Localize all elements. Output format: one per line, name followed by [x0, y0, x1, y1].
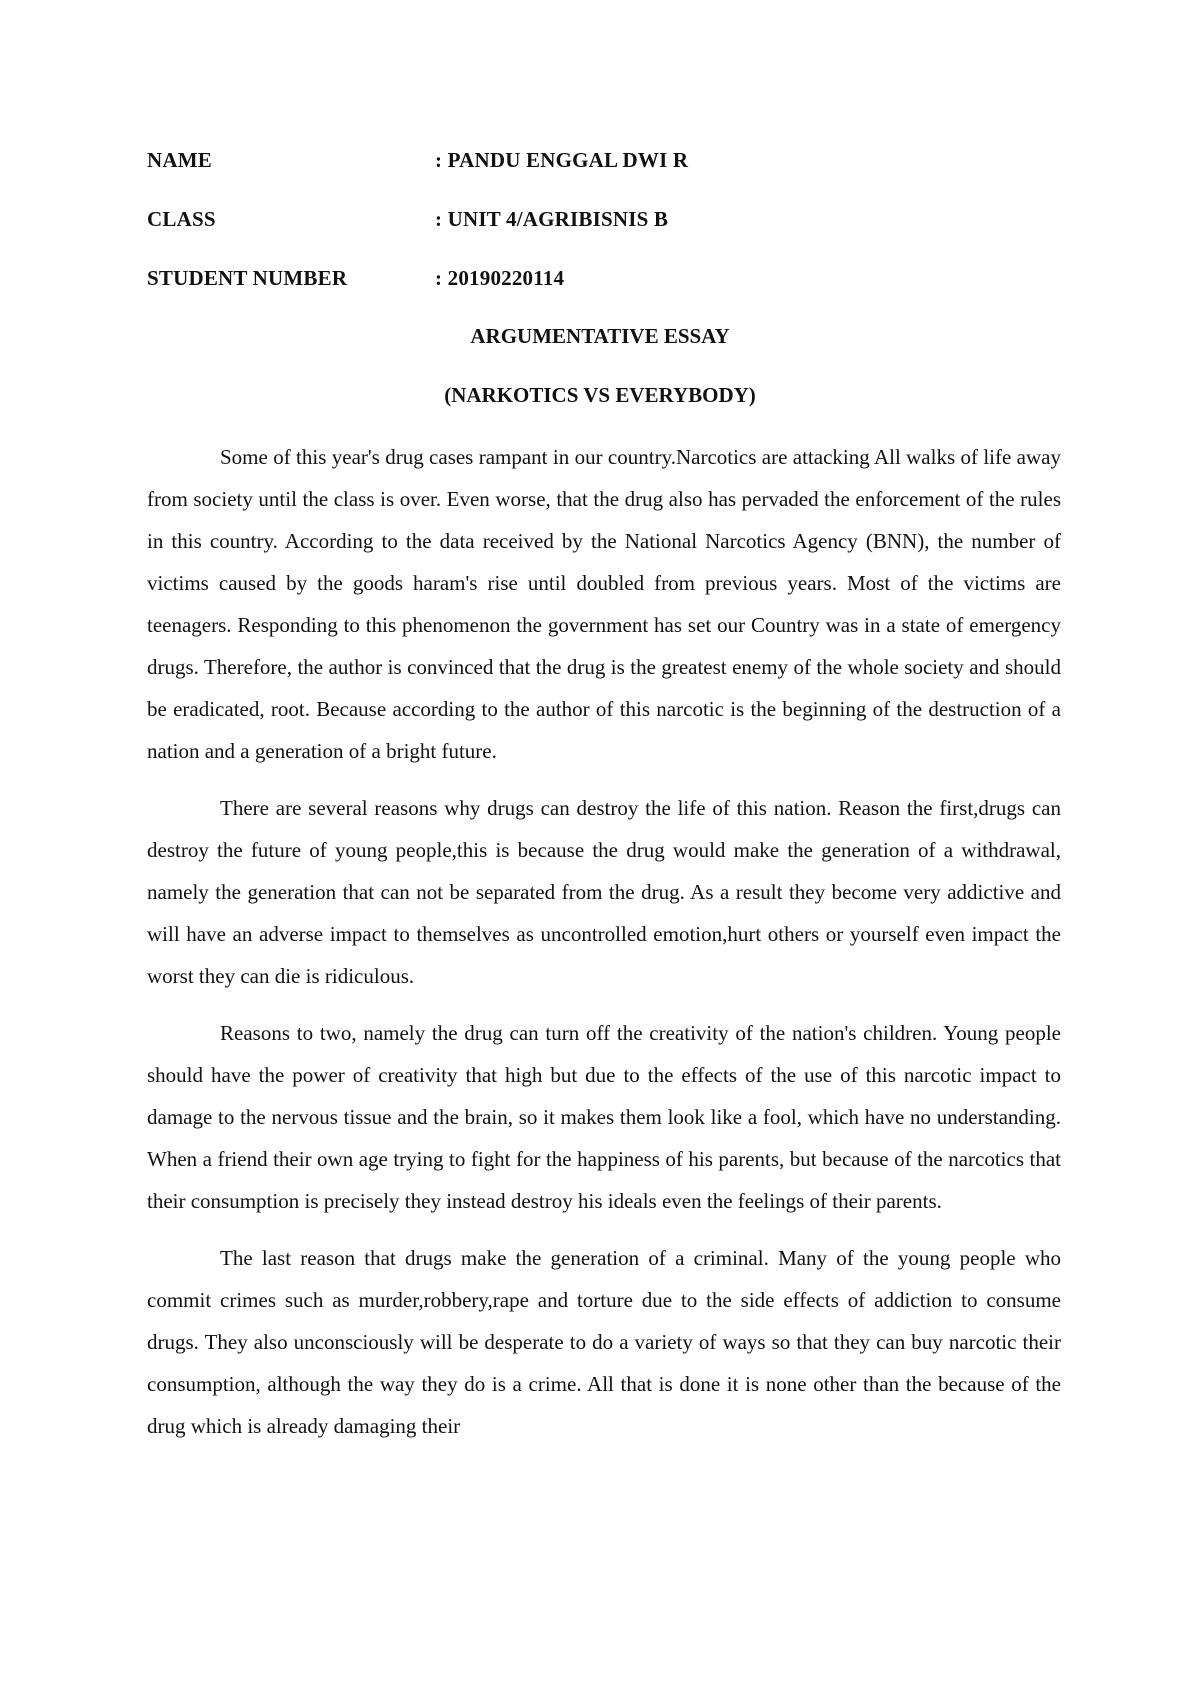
student-number-value: : 20190220114 [435, 266, 565, 290]
paragraph-2: There are several reasons why drugs can destroy the life of this nation. Reason the first,drugs can destroy the future of young people,this is because the drug would make the generation of a withdrawal, namely the generation that can not be separated from the drug. As a result they become very addictive and will have an adverse impact to themselves as uncontrolled emotion,hurt others or yourself even impact the worst they can die is ridiculous. [147, 796, 1061, 988]
paragraph-3: Reasons to two, namely the drug can turn off the creativity of the nation's children. Young people should have the power of creativity that high but due to the effects of the use of this narcotic impact to damage to the nervous tissue and the brain, so it makes them look like a fool, which have no understanding. When a friend their own age trying to fight for the happiness of his parents, but because of the narcotics that their consumption is precisely they instead destroy his ideals even the feelings of their parents. [147, 1021, 1061, 1213]
student-number-label: STUDENT NUMBER [147, 266, 348, 290]
essay-body [147, 436, 1061, 1462]
name-value: : PANDU ENGGAL DWI R [435, 148, 689, 172]
class-value: : UNIT 4/AGRIBISNIS B [435, 207, 669, 231]
paragraph-4: The last reason that drugs make the generation of a criminal. Many of the young people who commit crimes such as murder,robbery,rape and torture due to the side effects of addiction to consume drugs. They also unconsciously will be desperate to do a variety of ways so that they can buy narcotic their consumption, although the way they do is a crime. All that is done it is none other than the because of the drug which is already damaging their [147, 1246, 1061, 1438]
name-label: NAME [147, 148, 212, 172]
essay-title: (NARKOTICS VS EVERYBODY) [444, 383, 756, 407]
class-row [147, 205, 1067, 264]
student-info [147, 146, 1067, 323]
essay-type-heading: ARGUMENTATIVE ESSAY [470, 324, 730, 348]
paragraph-1: Some of this year's drug cases rampant in our country.Narcotics are attacking All walks of life away from society until the class is over. Even worse, that the drug also has pervaded the enforcement of the rules in this country. According to the data received by the National Narcotics Agency (BNN), the number of victims caused by the goods haram's rise until doubled from previous years. Most of the victims are teenagers. Responding to this phenomenon the government has set our Country was in a state of emergency drugs. Therefore, the author is convinced that the drug is the greatest enemy of the whole society and should be eradicated, root. Because according to the author of this narcotic is the beginning of the destruction of a nation and a generation of a bright future. [147, 445, 1061, 763]
class-label: CLASS [147, 207, 216, 231]
student-number-row [147, 264, 1067, 323]
name-row [147, 146, 1067, 205]
